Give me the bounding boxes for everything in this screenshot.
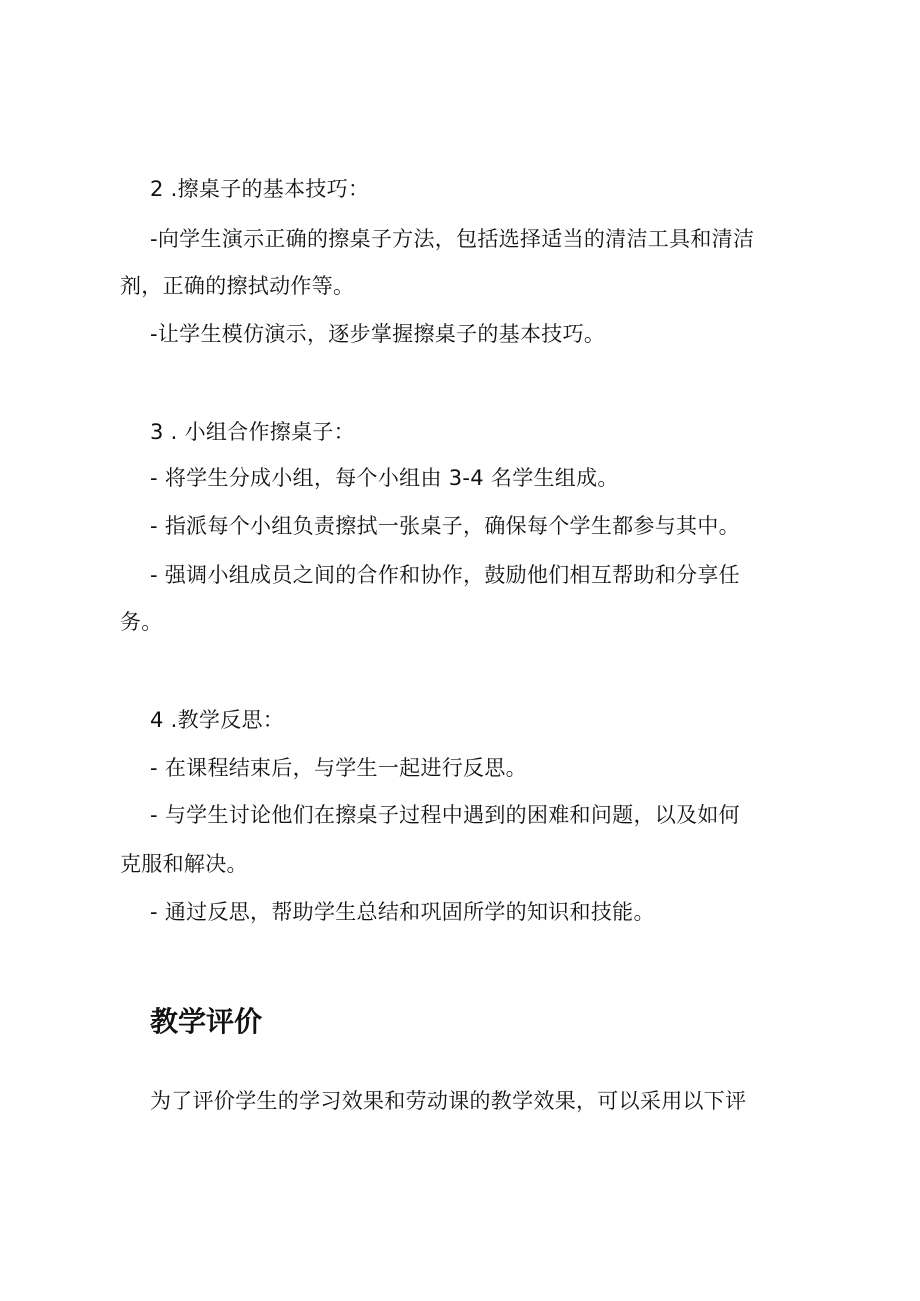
section-4-heading: 4 .教学反思：	[150, 708, 285, 732]
section-3-line-3: - 强调小组成员之间的合作和协作，鼓励他们相互帮助和分享任	[150, 563, 740, 587]
section-3-line-2: - 指派每个小组负责擦拭一张桌子，确保每个学生都参与其中。	[150, 514, 740, 538]
section-4-line-3: 克服和解决。	[120, 852, 248, 876]
evaluation-line-1: 为了评价学生的学习效果和劳动课的教学效果，可以采用以下评	[150, 1089, 747, 1113]
section-3-line-4: 务。	[120, 610, 163, 634]
section-2-line-2: 剂，正确的擦拭动作等。	[120, 274, 355, 298]
section-4-line-4: - 通过反思，帮助学生总结和巩固所学的知识和技能。	[150, 900, 655, 924]
section-2-heading: 2 .擦桌子的基本技巧：	[150, 177, 370, 201]
section-4-line-2: - 与学生讨论他们在擦桌子过程中遇到的困难和问题，以及如何	[150, 803, 740, 827]
section-4-line-1: - 在课程结束后，与学生一起进行反思。	[150, 756, 527, 780]
section-3-line-1: - 将学生分成小组，每个小组由 3-4 名学生组成。	[150, 466, 619, 490]
evaluation-heading: 教学评价	[150, 1005, 263, 1038]
section-2-line-1: -向学生演示正确的擦桌子方法，包括选择适当的清洁工具和清洁	[150, 227, 755, 251]
section-3-heading: 3 . 小组合作擦桌子：	[150, 420, 355, 444]
section-2-line-3: -让学生模仿演示，逐步掌握擦桌子的基本技巧。	[150, 322, 606, 346]
